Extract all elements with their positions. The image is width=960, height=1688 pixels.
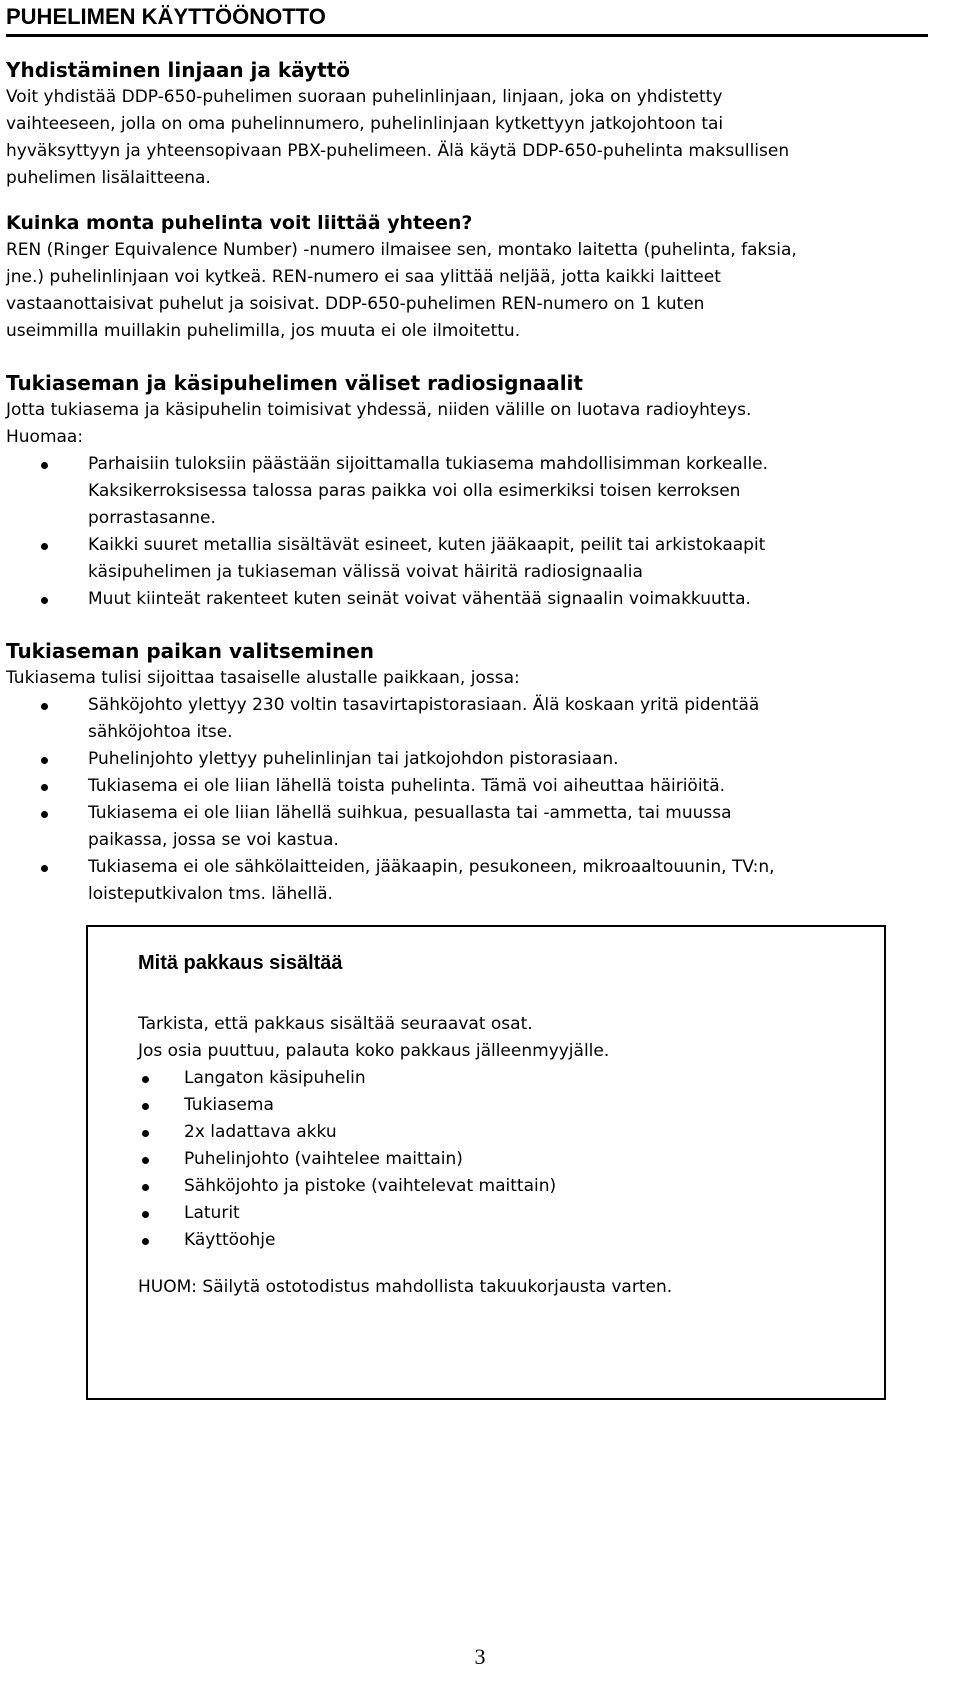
bullet-icon [41, 597, 48, 604]
package-return-text: Jos osia puuttuu, palauta koko pakkaus jälleenmyyjälle. [138, 1041, 610, 1061]
section-ren-line: useimmilla muillakin puhelimilla, jos muuta ei ole ilmoitettu. [6, 321, 521, 341]
package-contents-title: Mitä pakkaus sisältää [138, 952, 343, 974]
list-item: Tukiasema ei ole liian lähellä toista puhelinta. Tämä voi aiheuttaa häiriöitä. [6, 773, 936, 800]
bullet-icon [41, 757, 48, 764]
bullet-icon [41, 811, 48, 818]
package-item-list [138, 1065, 858, 1254]
section-heading-ren: Kuinka monta puhelinta voit liittää yhteen? [6, 212, 473, 234]
section-ren-line: REN (Ringer Equivalence Number) -numero ilmaisee sen, montako laitetta (puhelinta, faksia, [6, 240, 797, 260]
bullet-icon [41, 462, 48, 469]
list-item: Sähköjohto ylettyy 230 voltin tasavirtapistorasiaan. Älä koskaan yritä pidentää sähköjohtoa itse. [6, 692, 936, 746]
document-body [6, 56, 936, 908]
list-item: Muut kiinteät rakenteet kuten seinät voivat vähentää signaalin voimakkuutta. [6, 586, 936, 613]
section-connection-line: puhelimen lisälaitteena. [6, 168, 211, 188]
bullet-icon [142, 1184, 149, 1191]
location-bullet-list [6, 692, 936, 908]
bullet-icon [41, 865, 48, 872]
bullet-icon [41, 784, 48, 791]
page-title: PUHELIMEN KÄYTTÖÖNOTTO [6, 4, 326, 29]
bullet-icon [142, 1211, 149, 1218]
section-connection-line: hyväksyttyyn ja yhteensopivaan PBX-puhelimeen. Älä käytä DDP-650-puhelinta maksullisen [6, 141, 790, 161]
bullet-icon [142, 1238, 149, 1245]
list-item: Tukiasema [138, 1092, 858, 1119]
bullet-icon [41, 543, 48, 550]
section-heading-radio: Tukiaseman ja käsipuhelimen väliset radiosignaalit [6, 371, 583, 395]
list-item: Puhelinjohto (vaihtelee maittain) [138, 1146, 858, 1173]
list-item: Käyttöohje [138, 1227, 858, 1254]
page-number: 3 [474, 1644, 486, 1669]
list-item: Parhaisiin tuloksiin päästään sijoittamalla tukiasema mahdollisimman korkealle. Kaksikerroksisessa talossa paras paikka voi olla esimerkiksi toisen kerroksen porrastasanne. [6, 451, 936, 532]
section-connection-line: Voit yhdistää DDP-650-puhelimen suoraan puhelinlinjaan, linjaan, joka on yhdistetty [6, 87, 723, 107]
page-header [6, 4, 928, 37]
bullet-icon [41, 703, 48, 710]
list-item: Puhelinjohto ylettyy puhelinlinjan tai jatkojohdon pistorasiaan. [6, 746, 936, 773]
warranty-note: HUOM: Säilytä ostotodistus mahdollista takuukorjausta varten. [138, 1277, 673, 1297]
list-item: Tukiasema ei ole sähkölaitteiden, jääkaapin, pesukoneen, mikroaaltouunin, TV:n, loisteputkivalon tms. lähellä. [6, 854, 936, 908]
bullet-icon [142, 1103, 149, 1110]
section-heading-location: Tukiaseman paikan valitseminen [6, 639, 375, 663]
section-connection-line: vaihteeseen, jolla on oma puhelinnumero, puhelinlinjaan kytkettyyn jatkojohtoon tai [6, 114, 724, 134]
bullet-icon [142, 1157, 149, 1164]
radio-bullet-list [6, 451, 936, 613]
list-item: Kaikki suuret metallia sisältävät esineet, kuten jääkaapit, peilit tai arkistokaapit käsipuhelimen ja tukiaseman välissä voivat häiritä radiosignaalia [6, 532, 936, 586]
list-item: 2x ladattava akku [138, 1119, 858, 1146]
list-item: Langaton käsipuhelin [138, 1065, 858, 1092]
section-heading-connection: Yhdistäminen linjaan ja käyttö [6, 58, 350, 82]
package-check-text: Tarkista, että pakkaus sisältää seuraavat osat. [138, 1014, 533, 1034]
list-item: Tukiasema ei ole liian lähellä suihkua, pesuallasta tai -ammetta, tai muussa paikassa, jossa se voi kastua. [6, 800, 936, 854]
list-item: Sähköjohto ja pistoke (vaihtelevat maittain) [138, 1173, 858, 1200]
bullet-icon [142, 1130, 149, 1137]
list-item: Laturit [138, 1200, 858, 1227]
section-ren-line: vastaanottaisivat puhelut ja soisivat. DDP-650-puhelimen REN-numero on 1 kuten [6, 294, 705, 314]
section-location-intro: Tukiasema tulisi sijoittaa tasaiselle alustalle paikkaan, jossa: [6, 668, 520, 688]
package-contents-box [86, 925, 886, 1400]
section-radio-note: Huomaa: [6, 427, 84, 447]
section-ren-line: jne.) puhelinlinjaan voi kytkeä. REN-numero ei saa ylittää neljää, jotta kaikki laitteet [6, 267, 721, 287]
section-radio-intro: Jotta tukiasema ja käsipuhelin toimisivat yhdessä, niiden välille on luotava radioyhteys. [6, 400, 752, 420]
bullet-icon [142, 1076, 149, 1083]
